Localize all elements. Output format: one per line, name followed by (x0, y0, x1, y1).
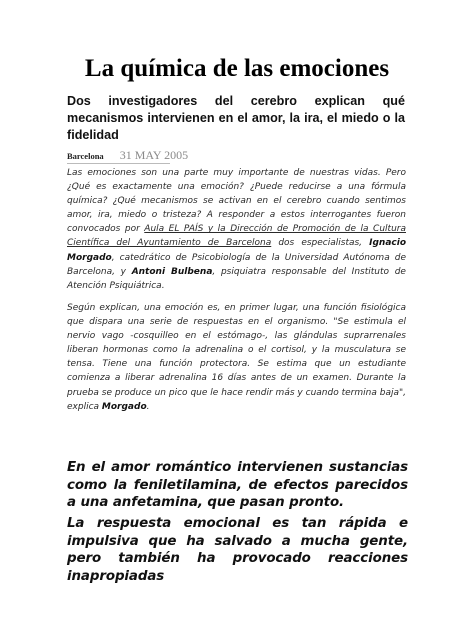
quoted-expert-name: Morgado (101, 401, 147, 412)
paragraph-2-end: . (146, 401, 150, 412)
article-title: La química de las emociones (84, 55, 390, 82)
paragraph-2 (67, 301, 406, 414)
paragraph-1-end: , psiquiatra responsable del Instituto de Atención Psiquiátrica. (67, 266, 406, 291)
paragraph-1 (67, 166, 406, 293)
pull-quote-1: En el amor romántico intervienen sustancias como la feniletilamina, de efectos parecidos a una anfetamina, que pasan pronto. (67, 460, 408, 510)
paragraph-2-text: Según explican, una emoción es, en primer lugar, una función fisiológica que dispara una serie de respuestas en el organismo. "Se estimula el nervio vago -cosquilleo en el estómago-, las glándulas suprarrenales liberan hormonas como la adrenalina o el cortisol, y la musculatura se tensa. Tiene una función protectora. Se estima que un estudiante comienza a liberar adrenalina 16 días antes de un examen. Durante la prueba se produce un pico que le hace rendir más y cuando termina baja", explica (67, 303, 406, 412)
expert-name-1: Ignacio Morgado (67, 238, 407, 263)
dateline-divider (67, 163, 170, 164)
pull-quote-2: La respuesta emocional es tan rápida e impulsiva que ha salvado a mucha gente, pero también ha provocado reacciones inapropiadas (67, 516, 408, 584)
paragraph-1-intro: Las emociones son una parte muy importante de nuestras vidas. Pero ¿Qué es exactamente una emoción? ¿Puede reducirse a una fórmula química? ¿Qué mecanismos se activan en el cerebro cuando sentimos amor, ira, miedo o tristeza? A responder a estos interrogantes fueron convocados por (67, 168, 406, 235)
dateline-date: 31 MAY 2005 (119, 148, 189, 162)
article-subtitle: Dos investigadores del cerebro explican qué mecanismos intervienen en el amor, la ira, el miedo o la fidelidad (67, 94, 405, 142)
organizer-link[interactable]: Aula EL PAÍS y la Dirección de Promoción de la Cultura Científica del Ayuntamiento de Barcelona (67, 224, 406, 249)
dateline-place: Barcelona (67, 151, 104, 161)
paragraph-1-mid1: dos especialistas, (271, 238, 370, 249)
paragraph-1-mid2: , catedrático de Psicobiología de la Universidad Autónoma de Barcelona, y (67, 252, 406, 277)
expert-name-2: Antoni Bulbena (131, 266, 213, 277)
article-meta (67, 146, 188, 164)
